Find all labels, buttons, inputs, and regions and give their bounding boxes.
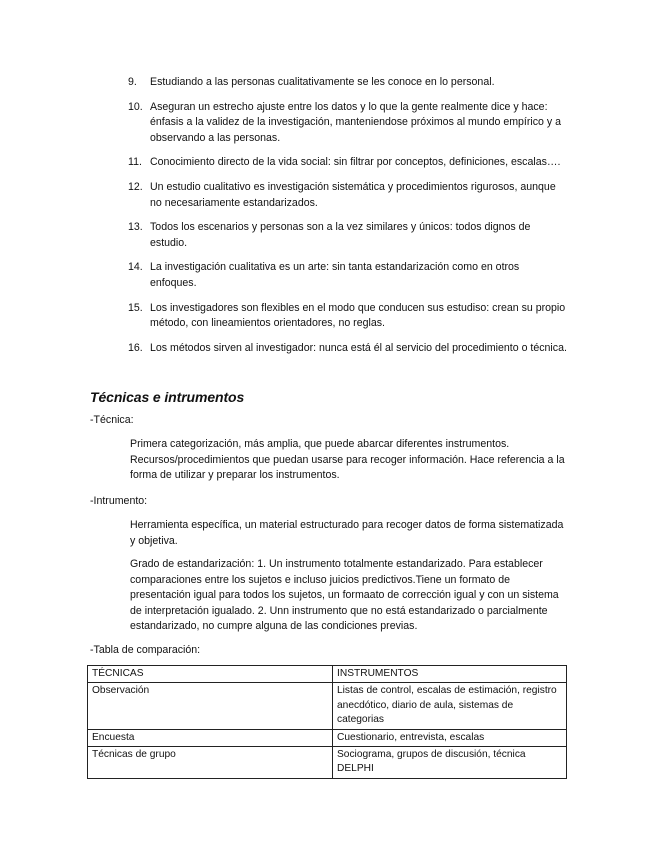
list-text: Los métodos sirven al investigador: nunca está él al servicio del procedimiento o técnica. (150, 341, 567, 354)
table-label: -Tabla de comparación: (90, 644, 201, 656)
instrumento-text: Herramienta específica, un material estructurado para recoger datos de forma sistematizada y objetiva. (130, 519, 564, 547)
tecnica-text: Primera categorización, más amplia, que puede abarcar diferentes instrumentos. Recursos/procedimientos que puedan usarse para recoger información. Hace referencia a la forma de utilizar y preparar los instrumentos. (130, 438, 565, 482)
list-number: 12. (128, 180, 143, 193)
section-heading: Técnicas e intrumentos (90, 389, 245, 405)
list-number: 15. (128, 301, 143, 314)
list-number: 16. (128, 341, 143, 354)
list-item (128, 301, 568, 332)
list-item (128, 75, 568, 91)
list-number: 10. (128, 100, 143, 113)
estandarizacion-text: Grado de estandarización: 1. Un instrumento totalmente estandarizado. Para establecer comparaciones entre los sujetos e incluso juicios predictivos.Tiene un formato de presentación igual para todos los sujetos, un formaato de corrección igual y con un sistema de interpretación igualado. 2. Unn instrumento que no está estandarizado o parcialmente estandarizado, no cumpre alguna de las condiciones previas. (130, 558, 559, 633)
table-cell-instrumentos: Listas de control, escalas de estimación, registro anecdótico, diario de aula, sistemas de categorias (333, 683, 567, 729)
list-text: La investigación cualitativa es un arte: sin tanta estandarización como en otros enfoques. (150, 261, 520, 289)
list-number: 9. (128, 76, 137, 88)
table-header-instrumentos: INSTRUMENTOS (333, 666, 567, 683)
table-row (88, 747, 567, 779)
list-number: 11. (128, 156, 142, 169)
list-text: Estudiando a las personas cualitativamente se les conoce en lo personal. (150, 76, 495, 88)
table-cell-tecnica: Observación (88, 683, 333, 729)
list-text: Un estudio cualitativo es investigación sistemática y procedimientos rigurosos, aunque no necesariamente estandarizados. (150, 180, 556, 209)
list-item (128, 100, 568, 147)
tecnica-label: -Técnica: (90, 414, 134, 426)
table-header-row (88, 666, 567, 683)
list-text: Todos los escenarios y personas son a la vez similares y únicos: todos dignos de estudio. (150, 221, 531, 249)
table-cell-instrumentos: Cuestionario, entrevista, escalas (333, 729, 567, 746)
comparison-table (87, 665, 567, 779)
table-row (88, 729, 567, 746)
list-number: 14. (128, 261, 143, 274)
table-cell-tecnica: Encuesta (88, 729, 333, 746)
table-cell-tecnica: Técnicas de grupo (88, 747, 333, 779)
instrumento-label: -Intrumento: (90, 495, 148, 507)
list-item (128, 341, 568, 357)
table-row (88, 683, 567, 729)
list-text: Aseguran un estrecho ajuste entre los datos y lo que la gente realmente dice y hace: énfasis a la validez de la investigación, manteniendose próximos al mundo empírico y a observando a las personas. (150, 100, 562, 144)
numbered-list (128, 75, 568, 365)
list-item (128, 260, 568, 291)
table-header-tecnicas: TÉCNICAS (88, 666, 333, 683)
list-item (128, 155, 568, 171)
list-item (128, 220, 568, 251)
list-text: Los investigadores son flexibles en el modo que conducen sus estudiso: crean su propio método, con lineamientos orientadores, no reglas. (150, 301, 566, 330)
list-number: 13. (128, 221, 143, 234)
list-item (128, 180, 568, 211)
list-text: Conocimiento directo de la vida social: sin filtrar por conceptos, definiciones, escalas…. (150, 156, 561, 169)
table-cell-instrumentos: Sociograma, grupos de discusión, técnica DELPHI (333, 747, 567, 779)
